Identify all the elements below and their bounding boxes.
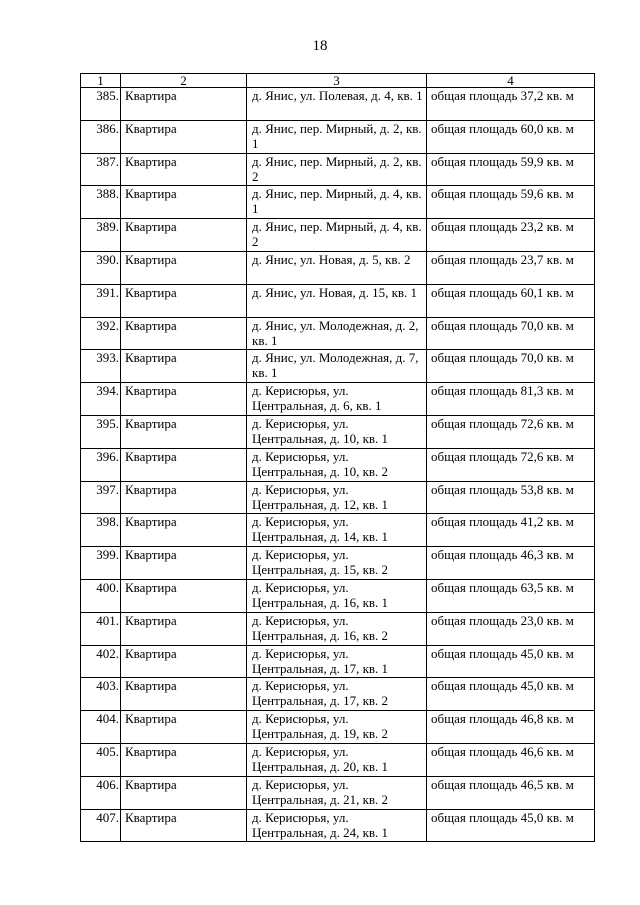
object-address: д. Янис, пер. Мирный, д. 4, кв. 1 [247,186,427,219]
object-type: Квартира [121,514,247,547]
object-address: д. Керисюрья, ул. Центральная, д. 19, кв. 2 [247,711,427,744]
object-address: д. Керисюрья, ул. Центральная, д. 16, кв. 1 [247,579,427,612]
table-row [81,809,595,842]
table-row [81,514,595,547]
table-row [81,579,595,612]
table-row [81,383,595,416]
object-address: д. Янис, пер. Мирный, д. 4, кв. 2 [247,219,427,252]
column-header-3: 3 [247,74,427,88]
object-type: Квартира [121,579,247,612]
object-address: д. Янис, ул. Новая, д. 15, кв. 1 [247,284,427,317]
object-type: Квартира [121,317,247,350]
table-row [81,612,595,645]
object-type: Квартира [121,284,247,317]
table-body [81,88,595,842]
object-address: д. Керисюрья, ул. Центральная, д. 15, кв. 2 [247,547,427,580]
row-number: 403. [81,678,121,711]
object-area: общая площадь 23,0 кв. м [427,612,595,645]
row-number: 404. [81,711,121,744]
object-area: общая площадь 59,6 кв. м [427,186,595,219]
object-type: Квартира [121,186,247,219]
object-type: Квартира [121,383,247,416]
table-row [81,219,595,252]
object-area: общая площадь 53,8 кв. м [427,481,595,514]
row-number: 401. [81,612,121,645]
column-number-row [81,74,595,88]
object-area: общая площадь 59,9 кв. м [427,153,595,186]
object-area: общая площадь 37,2 кв. м [427,88,595,121]
object-type: Квартира [121,219,247,252]
row-number: 395. [81,415,121,448]
object-address: д. Янис, ул. Молодежная, д. 2, кв. 1 [247,317,427,350]
object-address: д. Керисюрья, ул. Центральная, д. 24, кв. 1 [247,809,427,842]
object-address: д. Керисюрья, ул. Центральная, д. 17, кв. 2 [247,678,427,711]
row-number: 390. [81,251,121,284]
table-row [81,448,595,481]
table-row [81,776,595,809]
object-address: д. Керисюрья, ул. Центральная, д. 6, кв. 1 [247,383,427,416]
object-address: д. Керисюрья, ул. Центральная, д. 14, кв. 1 [247,514,427,547]
table-row [81,645,595,678]
table-row [81,317,595,350]
row-number: 405. [81,743,121,776]
object-address: д. Керисюрья, ул. Центральная, д. 10, кв. 1 [247,415,427,448]
row-number: 397. [81,481,121,514]
object-address: д. Керисюрья, ул. Центральная, д. 10, кв. 2 [247,448,427,481]
object-area: общая площадь 45,0 кв. м [427,809,595,842]
table-row [81,186,595,219]
object-type: Квартира [121,547,247,580]
row-number: 394. [81,383,121,416]
row-number: 393. [81,350,121,383]
table-row [81,678,595,711]
row-number: 406. [81,776,121,809]
row-number: 385. [81,88,121,121]
object-area: общая площадь 70,0 кв. м [427,350,595,383]
object-area: общая площадь 70,0 кв. м [427,317,595,350]
object-area: общая площадь 46,8 кв. м [427,711,595,744]
table-row [81,88,595,121]
row-number: 391. [81,284,121,317]
object-address: д. Янис, ул. Молодежная, д. 7, кв. 1 [247,350,427,383]
table-row [81,481,595,514]
object-area: общая площадь 23,2 кв. м [427,219,595,252]
property-registry-table [80,73,595,842]
table-row [81,415,595,448]
object-area: общая площадь 46,6 кв. м [427,743,595,776]
object-address: д. Керисюрья, ул. Центральная, д. 17, кв. 1 [247,645,427,678]
object-type: Квартира [121,350,247,383]
table-row [81,547,595,580]
object-area: общая площадь 72,6 кв. м [427,448,595,481]
object-area: общая площадь 23,7 кв. м [427,251,595,284]
object-address: д. Керисюрья, ул. Центральная, д. 12, кв. 1 [247,481,427,514]
object-type: Квартира [121,776,247,809]
row-number: 402. [81,645,121,678]
row-number: 386. [81,120,121,153]
page-number: 18 [312,38,328,54]
table-row [81,153,595,186]
object-type: Квартира [121,645,247,678]
table-row [81,120,595,153]
object-type: Квартира [121,415,247,448]
object-type: Квартира [121,743,247,776]
row-number: 407. [81,809,121,842]
object-area: общая площадь 45,0 кв. м [427,645,595,678]
column-header-1: 1 [81,74,121,88]
object-address: д. Янис, пер. Мирный, д. 2, кв. 1 [247,120,427,153]
table-row [81,251,595,284]
object-type: Квартира [121,678,247,711]
row-number: 396. [81,448,121,481]
table-row [81,350,595,383]
object-address: д. Янис, ул. Новая, д. 5, кв. 2 [247,251,427,284]
row-number: 392. [81,317,121,350]
object-area: общая площадь 46,5 кв. м [427,776,595,809]
column-header-4: 4 [427,74,595,88]
object-address: д. Керисюрья, ул. Центральная, д. 20, кв. 1 [247,743,427,776]
object-type: Квартира [121,88,247,121]
object-area: общая площадь 41,2 кв. м [427,514,595,547]
row-number: 399. [81,547,121,580]
row-number: 388. [81,186,121,219]
object-type: Квартира [121,120,247,153]
column-header-2: 2 [121,74,247,88]
table-row [81,711,595,744]
object-address: д. Керисюрья, ул. Центральная, д. 21, кв. 2 [247,776,427,809]
row-number: 389. [81,219,121,252]
object-type: Квартира [121,809,247,842]
object-type: Квартира [121,612,247,645]
object-type: Квартира [121,153,247,186]
row-number: 398. [81,514,121,547]
object-area: общая площадь 72,6 кв. м [427,415,595,448]
row-number: 400. [81,579,121,612]
object-type: Квартира [121,481,247,514]
object-address: д. Керисюрья, ул. Центральная, д. 16, кв. 2 [247,612,427,645]
object-type: Квартира [121,711,247,744]
object-address: д. Янис, ул. Полевая, д. 4, кв. 1 [247,88,427,121]
object-area: общая площадь 45,0 кв. м [427,678,595,711]
object-area: общая площадь 46,3 кв. м [427,547,595,580]
object-type: Квартира [121,448,247,481]
object-area: общая площадь 60,0 кв. м [427,120,595,153]
object-area: общая площадь 81,3 кв. м [427,383,595,416]
object-address: д. Янис, пер. Мирный, д. 2, кв. 2 [247,153,427,186]
table-row [81,284,595,317]
table-row [81,743,595,776]
object-area: общая площадь 63,5 кв. м [427,579,595,612]
object-area: общая площадь 60,1 кв. м [427,284,595,317]
row-number: 387. [81,153,121,186]
object-type: Квартира [121,251,247,284]
